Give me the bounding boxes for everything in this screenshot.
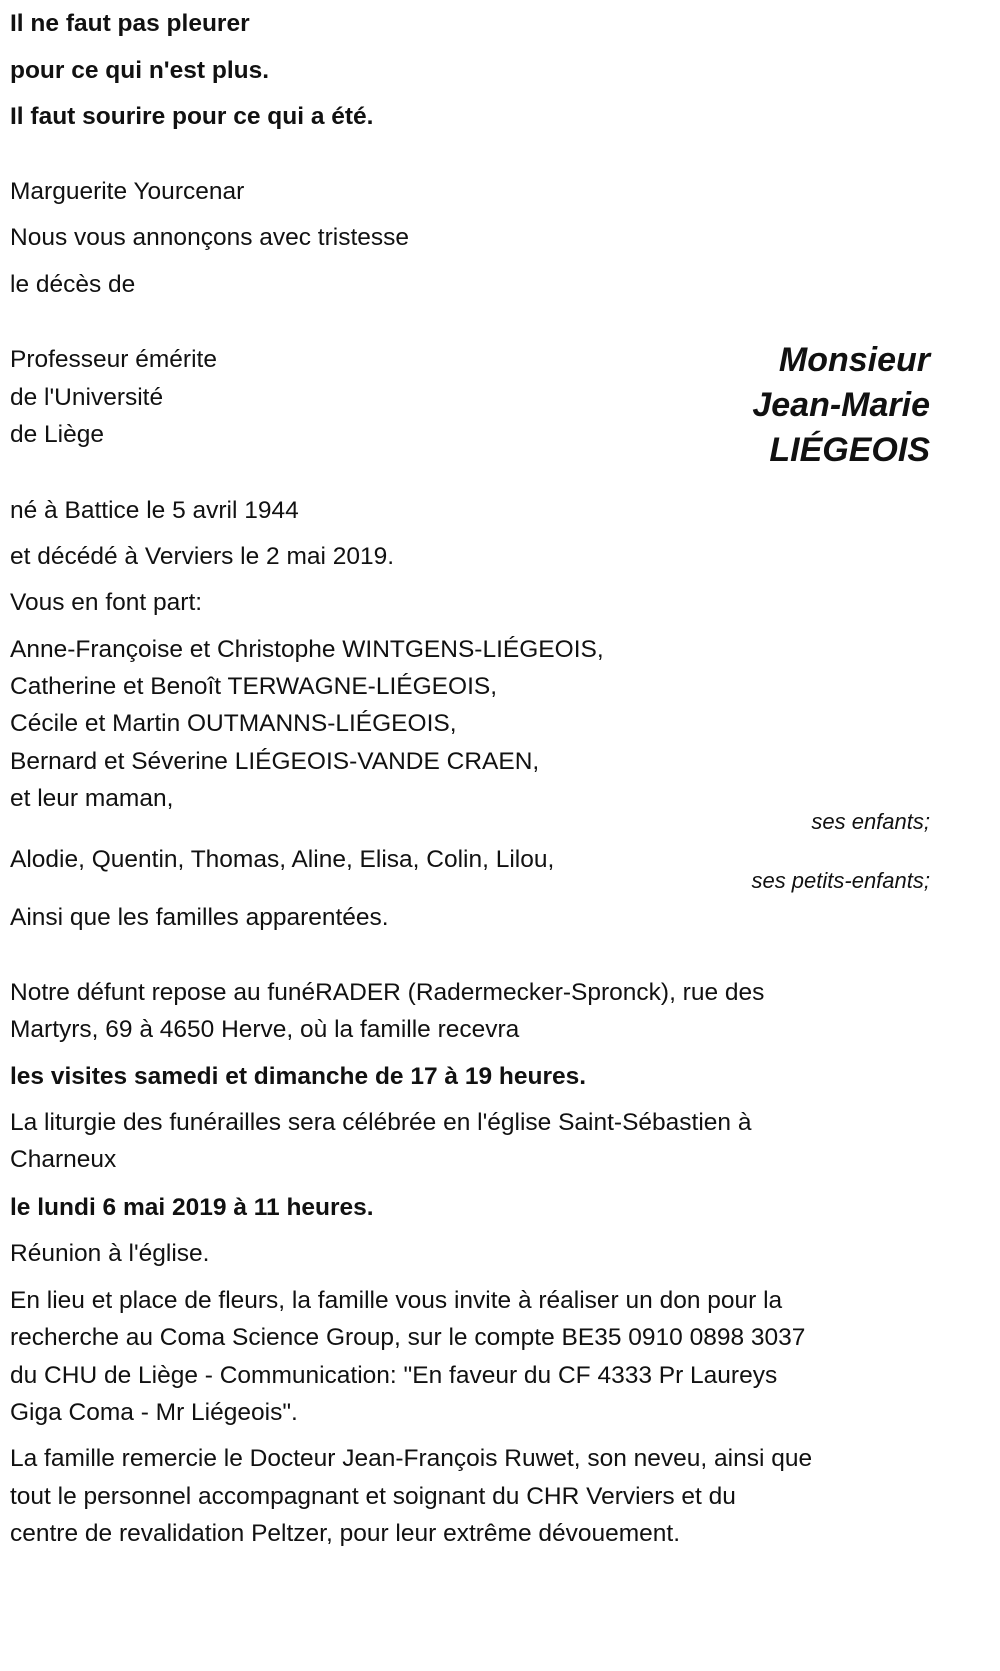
child-line: Anne-Françoise et Christophe WINTGENS-LIÉGEOIS, — [10, 636, 604, 663]
families: Ainsi que les familles apparentées. — [10, 904, 389, 931]
meeting: Réunion à l'église. — [10, 1240, 210, 1267]
donation-line: Giga Coma - Mr Liégeois". — [10, 1399, 298, 1426]
thanks-line: centre de revalidation Peltzer, pour leur extrême dévouement. — [10, 1520, 681, 1547]
announce-line: Nous vous annonçons avec tristesse — [10, 224, 410, 251]
deceased-name: Monsieur — [778, 341, 930, 379]
repose-line: Martyrs, 69 à 4650 Herve, où la famille recevra — [10, 1016, 520, 1043]
repose-line: Notre défunt repose au funéRADER (Radermecker-Spronck), rue des — [10, 979, 765, 1006]
liturgy-line: La liturgie des funérailles sera célébrée en l'église Saint-Sébastien à — [10, 1109, 752, 1136]
child-line: et leur maman, — [10, 785, 174, 812]
deceased-name: LIÉGEOIS — [769, 431, 930, 469]
thanks-line: tout le personnel accompagnant et soignant du CHR Verviers et du — [10, 1483, 736, 1510]
quote-author: Marguerite Yourcenar — [10, 178, 245, 205]
child-line: Bernard et Séverine LIÉGEOIS-VANDE CRAEN, — [10, 748, 540, 775]
donation-line: recherche au Coma Science Group, sur le compte BE35 0910 0898 3037 — [10, 1324, 806, 1351]
child-line: Catherine et Benoît TERWAGNE-LIÉGEOIS, — [10, 673, 498, 700]
funeral-date: le lundi 6 mai 2019 à 11 heures. — [10, 1194, 374, 1221]
liturgy-line: Charneux — [10, 1146, 117, 1173]
birth: né à Battice le 5 avril 1944 — [10, 497, 299, 524]
quote-line: Il faut sourire pour ce qui a été. — [10, 103, 374, 130]
thanks-line: La famille remercie le Docteur Jean-François Ruwet, son neveu, ainsi que — [10, 1445, 813, 1472]
donation-line: du CHU de Liège - Communication: "En faveur du CF 4333 Pr Laureys — [10, 1362, 778, 1389]
quote-line: pour ce qui n'est plus. — [10, 57, 270, 84]
title-line: Professeur émérite — [10, 346, 217, 373]
grandchildren-role: ses petits-enfants; — [751, 868, 930, 893]
donation-line: En lieu et place de fleurs, la famille vous invite à réaliser un don pour la — [10, 1287, 783, 1314]
visits: les visites samedi et dimanche de 17 à 19 heures. — [10, 1063, 587, 1090]
quote-line: Il ne faut pas pleurer — [10, 10, 250, 37]
deceased-name: Jean-Marie — [752, 386, 930, 424]
part: Vous en font part: — [10, 589, 203, 616]
title-line: de Liège — [10, 421, 105, 448]
children-role: ses enfants; — [811, 809, 930, 834]
grandchildren: Alodie, Quentin, Thomas, Aline, Elisa, Colin, Lilou, — [10, 846, 555, 873]
title-line: de l'Université — [10, 384, 164, 411]
death: et décédé à Verviers le 2 mai 2019. — [10, 543, 395, 570]
announce-line: le décès de — [10, 271, 136, 298]
child-line: Cécile et Martin OUTMANNS-LIÉGEOIS, — [10, 710, 457, 737]
